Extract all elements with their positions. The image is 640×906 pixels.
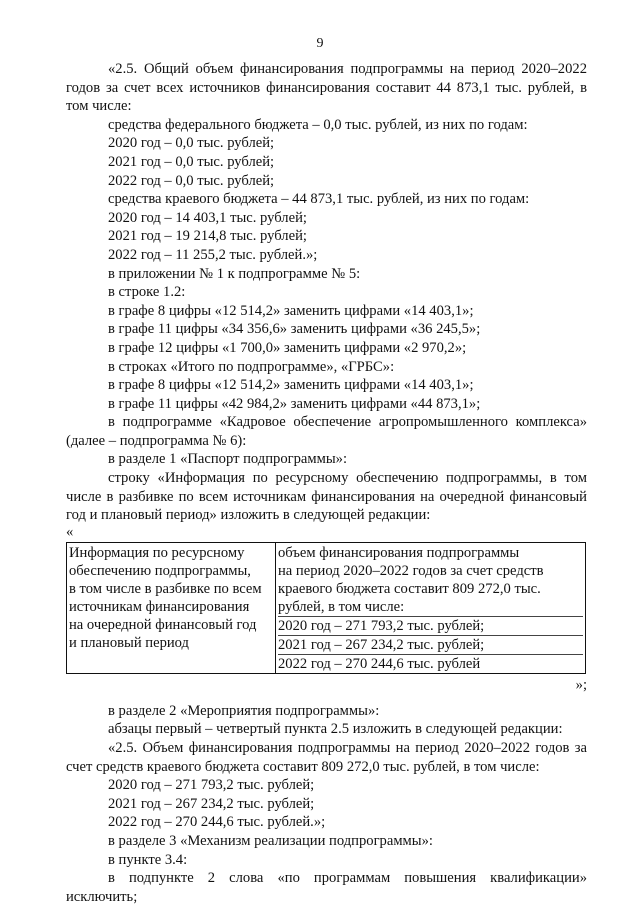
page-number: 9 bbox=[316, 36, 324, 51]
cell-line: объем финансирования подпрограммы bbox=[278, 544, 520, 561]
paragraph: в графе 11 цифры «42 984,2» заменить цифрами «44 873,1»; bbox=[108, 395, 481, 412]
paragraph: в разделе 1 «Паспорт подпрограммы»: bbox=[108, 451, 348, 468]
paragraph: 2020 год – 0,0 тыс. рублей; bbox=[108, 135, 275, 152]
open-quote-mark: « bbox=[66, 523, 74, 540]
paragraph: в подпрограмме «Кадровое обеспечение агропромышленного комплекса» (далее – подпрограмма № 6): bbox=[66, 414, 587, 449]
paragraph: средства краевого бюджета – 44 873,1 тыс. рублей, из них по годам: bbox=[108, 191, 530, 208]
passport-table bbox=[66, 542, 586, 674]
paragraph: в графе 12 цифры «1 700,0» заменить цифрами «2 970,2»; bbox=[108, 339, 467, 356]
paragraph: в строке 1.2: bbox=[108, 284, 186, 301]
paragraph: 2020 год – 14 403,1 тыс. рублей; bbox=[108, 209, 307, 226]
paragraph: 2021 год – 267 234,2 тыс. рублей; bbox=[108, 795, 315, 812]
table-cell-value bbox=[276, 542, 586, 673]
cell-line: на период 2020–2022 годов за счет средств bbox=[278, 562, 544, 579]
cell-line: 2021 год – 267 234,2 тыс. рублей; bbox=[278, 636, 583, 655]
document-body bbox=[66, 60, 587, 906]
paragraph: в графе 8 цифры «12 514,2» заменить цифрами «14 403,1»; bbox=[108, 377, 474, 394]
text-block-top bbox=[66, 60, 587, 525]
paragraph: средства федерального бюджета – 0,0 тыс. рублей, из них по годам: bbox=[108, 116, 528, 133]
cell-line: Информация по ресурсному bbox=[69, 544, 245, 561]
cell-line: краевого бюджета составит 809 272,0 тыс. bbox=[278, 580, 541, 597]
table-row bbox=[67, 542, 586, 673]
cell-line: обеспечению подпрограммы, bbox=[69, 562, 251, 579]
cell-line: в том числе в разбивке по всем bbox=[69, 580, 262, 597]
paragraph: в графе 8 цифры «12 514,2» заменить цифрами «14 403,1»; bbox=[108, 302, 474, 319]
paragraph: в подпункте 2 слова «по программам повышения квалификации» исключить; bbox=[66, 870, 587, 905]
cell-line: рублей, в том числе: bbox=[278, 598, 583, 617]
paragraph: «2.5. Общий объем финансирования подпрограммы на период 2020–2022 годов за счет всех источников финансирования составит 44 873,1 тыс. рублей, в том числе: bbox=[66, 61, 587, 115]
paragraph: в строках «Итого по подпрограмме», «ГРБС»: bbox=[108, 358, 395, 375]
close-quote-mark: »; bbox=[575, 676, 587, 693]
cell-line: на очередной финансовый год bbox=[69, 616, 257, 633]
paragraph: в пункте 3.4: bbox=[108, 851, 188, 868]
paragraph: в графе 11 цифры «34 356,6» заменить цифрами «36 245,5»; bbox=[108, 321, 481, 338]
paragraph: «2.5. Объем финансирования подпрограммы на период 2020–2022 годов за счет средств краевого бюджета составит 809 272,0 тыс. рублей, в том числе: bbox=[66, 740, 587, 775]
paragraph: 2022 год – 0,0 тыс. рублей; bbox=[108, 172, 275, 189]
paragraph: в разделе 3 «Механизм реализации подпрограммы»: bbox=[108, 833, 433, 849]
cell-line: 2020 год – 271 793,2 тыс. рублей; bbox=[278, 617, 583, 636]
paragraph: 2022 год – 270 244,6 тыс. рублей.»; bbox=[108, 814, 326, 831]
cell-line: источникам финансирования bbox=[69, 598, 250, 615]
paragraph: абзацы первый – четвертый пункта 2.5 изложить в следующей редакции: bbox=[108, 721, 563, 738]
paragraph: строку «Информация по ресурсному обеспечению подпрограммы, в том числе в разбивке по всем источникам финансирования на очередной финансовый год и плановый период» изложить в следующей редакции: bbox=[66, 470, 587, 524]
paragraph: 2021 год – 19 214,8 тыс. рублей; bbox=[108, 228, 307, 245]
paragraph: 2020 год – 271 793,2 тыс. рублей; bbox=[108, 777, 315, 794]
paragraph: 2022 год – 11 255,2 тыс. рублей.»; bbox=[108, 246, 318, 263]
text-block-bottom bbox=[66, 702, 587, 906]
paragraph: в разделе 2 «Мероприятия подпрограммы»: bbox=[108, 702, 380, 719]
table-cell-label bbox=[67, 542, 276, 673]
paragraph: 2021 год – 0,0 тыс. рублей; bbox=[108, 153, 275, 170]
cell-line: и плановый период bbox=[69, 634, 189, 651]
paragraph: в приложении № 1 к подпрограмме № 5: bbox=[108, 265, 361, 282]
cell-line: 2022 год – 270 244,6 тыс. рублей bbox=[278, 655, 481, 672]
